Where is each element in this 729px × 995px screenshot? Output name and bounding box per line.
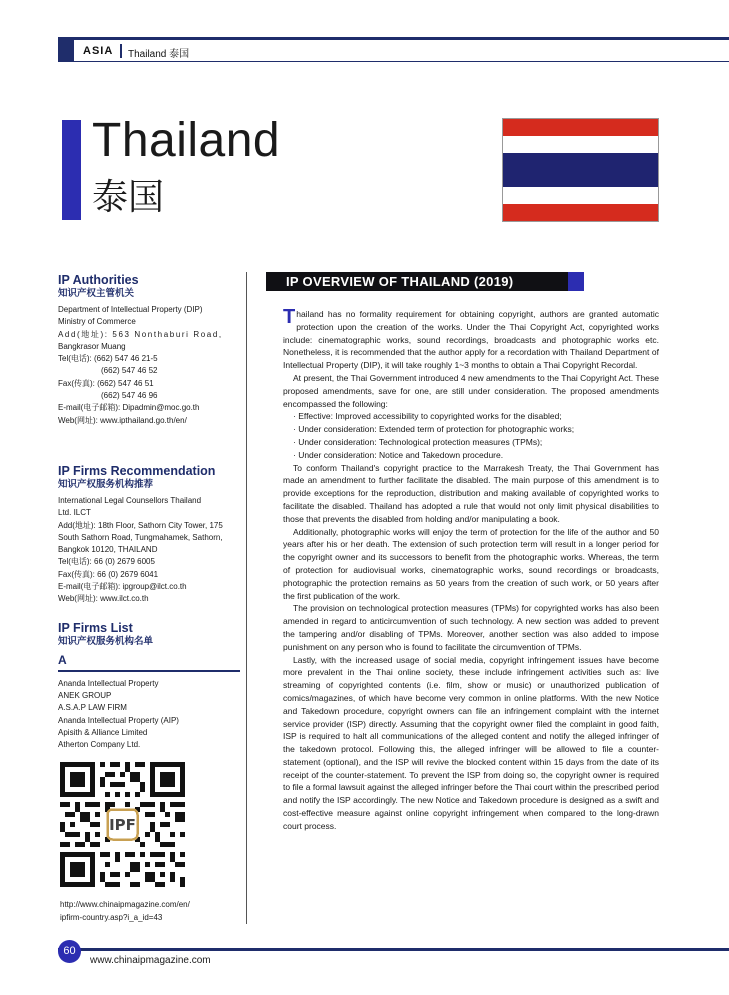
list-item: Apisith & Alliance Limited bbox=[58, 727, 148, 737]
firm-line: Add(地址): 18th Floor, Sathorn City Tower, 175 bbox=[58, 520, 223, 530]
list-item: Ananda Intellectual Property bbox=[58, 678, 159, 688]
flag-stripe-lower-white bbox=[503, 187, 658, 204]
amendment-item: · Under consideration: Notice and Takedown procedure. bbox=[293, 449, 504, 460]
ip-authorities-details bbox=[58, 304, 240, 427]
qr-url[interactable] bbox=[60, 898, 242, 924]
article-paragraph: At present, the Thai Government introduced 4 new amendments to the Thai Copyright Act. These proposed amendments, save for one, are still under consideration. The proposed amendments encompassed the following: bbox=[283, 372, 659, 409]
authority-line: Department of Intellectual Property (DIP) bbox=[58, 305, 203, 314]
authority-line: Ministry of Commerce bbox=[58, 317, 136, 327]
flag-stripe-top bbox=[503, 119, 658, 136]
ip-firms-recommendation-heading-zh: 知识产权服务机构推荐 bbox=[58, 478, 154, 490]
firms-list-letter: A bbox=[58, 652, 67, 667]
article-paragraph: Thailand has no formality requirement for obtaining copyright, authors are granted automatic protection upon the creation of the works. Under the Thai Copyright Act, copyrighted works include: cinematographic works, sound recordings, broadcasts and photographic works etc. Nonetheless, it is recommended that the author apply for a recordation with Thailand Department of Intellectual Property (DIP), it will take roughly 1~3 months to obtain a Thai Copyright Recordal. bbox=[283, 306, 659, 371]
firm-email[interactable]: E-mail(电子邮箱): ipgroup@ilct.co.th bbox=[58, 582, 187, 592]
authority-website[interactable]: Web(网址): www.ipthailand.go.th/en/ bbox=[58, 415, 187, 425]
header-region: ASIA bbox=[83, 45, 114, 57]
firm-line: South Sathorn Road, Tungmahamek, Sathorn, bbox=[58, 532, 223, 542]
article-paragraph: The provision on technological protection measures (TPMs) for copyrighted works has also been amended in regard to anticircumvention of such technology. A new section was added to prevent the tampering and/or disabling of TPMs. Moreover, another section was also added to impose punishment on any person who is found to facilitate the circumvention of TPMs. bbox=[283, 603, 659, 652]
authority-line: Bangkrasor Muang bbox=[58, 341, 126, 351]
amendment-item: · Effective: Improved accessibility to copyrighted works for the disabled; bbox=[293, 411, 562, 422]
overview-heading: IP OVERVIEW OF THAILAND (2019) bbox=[286, 274, 514, 289]
article-paragraph: Additionally, photographic works will enjoy the term of protection for the life of the author and 50 years after his or her death. The extension of such protection term will result in a longer period for the copyright owner and its successors to benefit from the photographic works. Whereas, the term of protection for audiovisual works, cinematographic works, sound recordings or broadcasts, photographic the protection remains as 50 years from the creation of such work, or 50 years after the first publication of the work. bbox=[283, 526, 659, 601]
header-separator bbox=[120, 44, 122, 58]
thailand-flag bbox=[502, 118, 659, 222]
authority-line: (662) 547 46 52 bbox=[101, 366, 158, 376]
list-item: ANEK GROUP bbox=[58, 690, 112, 700]
flag-stripe-upper-white bbox=[503, 136, 658, 153]
qr-url-line: ipfirm-country.asp?i_a_id=43 bbox=[60, 913, 163, 922]
qr-url-line: http://www.chinaipmagazine.com/en/ bbox=[60, 900, 190, 909]
footer-rule bbox=[58, 948, 729, 951]
left-column bbox=[58, 272, 240, 751]
ip-firms-list-heading: IP Firms List bbox=[58, 620, 133, 635]
page-header bbox=[58, 37, 729, 64]
firms-list bbox=[58, 678, 240, 752]
firm-line: Tel(电话): 66 (0) 2679 6005 bbox=[58, 557, 155, 567]
authority-line: (662) 547 46 96 bbox=[101, 391, 158, 401]
overview-heading-accent bbox=[568, 272, 584, 291]
ip-firms-list-heading-zh: 知识产权服务机构名单 bbox=[58, 635, 154, 647]
authority-line: Fax(传真): (662) 547 46 51 bbox=[58, 378, 154, 388]
list-item: Ananda Intellectual Property (AIP) bbox=[58, 715, 179, 725]
qr-code[interactable] bbox=[60, 762, 185, 887]
header-breadcrumb: Thailand 泰国 bbox=[128, 49, 190, 60]
amendment-item: · Under consideration: Technological protection measures (TPMs); bbox=[293, 436, 543, 447]
page-title: Thailand bbox=[92, 114, 281, 167]
article-paragraph: To conform Thailand's copyright practice to the Marrakesh Treaty, the Thai Government has made an amendment to further facilitate the disabled. The main purpose of this amendment is to provide exceptions for the reproduction, distribution and making available of copyrighted works to facilitate the disabled. Thailand has adopted a rule that would not only limit physical disabilities to those that prevents the disabled from holding and/or manipulating a book. bbox=[283, 462, 659, 524]
column-divider bbox=[246, 272, 247, 924]
authority-line: Tel(电话): (662) 547 46 21-5 bbox=[58, 354, 158, 364]
flag-stripe-center bbox=[503, 153, 658, 187]
ip-authorities-heading-zh: 知识产权主管机关 bbox=[58, 288, 135, 299]
article-paragraph: Lastly, with the increased usage of social media, copyright infringement issues have become more prevalent in the Thai online society, these include infringement activities such as: live streaming of copyrighted contents (i.e. film, show or music) or unauthorized publication of comics/magazines, of which have become very common in online platforms. With the new Notice and Takedown procedure, copyright owners can file an infringement complaint with the internet service provider (ISP) directly. Assuming that the copyright owner filed the complaint in good faith, ISP is required to halt all communications of the alleged content and notify the alleged infringer of the takedown protocol. Following this, the alleged infringer will be allowed to file a counter-statement (optional), and the ISP will revive the blocked content within 15 days from the date of its receipt of the counter-statement. To prevent the ISP from doing so, the copyright owner is required to file a formal lawsuit against the alleged infringer before the Thai court within the prescribed period and notify the ISP accordingly. The new Notice and Takedown procedure is designed as a swift and cost-effective measure against online copyright infringement when compared to the long-drawn court process. bbox=[283, 654, 659, 831]
list-item: Atherton Company Ltd. bbox=[58, 740, 141, 750]
firm-line: Fax(传真): 66 (0) 2679 6041 bbox=[58, 569, 159, 579]
firm-line: Bangkok 10120, THAILAND bbox=[58, 545, 158, 555]
authority-line: Add(地址): 563 Nonthaburi Road, bbox=[58, 329, 223, 339]
firms-list-rule bbox=[58, 670, 240, 672]
firm-website[interactable]: Web(网址): www.ilct.co.th bbox=[58, 594, 149, 604]
ip-firms-recommendation-heading: IP Firms Recommendation bbox=[58, 463, 216, 478]
firm-line: Ltd. ILCT bbox=[58, 508, 91, 518]
svg-text:IPF: IPF bbox=[109, 816, 136, 834]
ip-firms-recommendation-details bbox=[58, 495, 240, 606]
ip-authorities-heading: IP Authorities bbox=[58, 273, 139, 287]
article-body bbox=[283, 308, 659, 833]
header-accent bbox=[58, 40, 74, 61]
overview-heading-bar bbox=[266, 272, 586, 291]
page-title-chinese: 泰国 bbox=[92, 177, 165, 218]
header-rule bbox=[58, 61, 729, 62]
page-number: 60 bbox=[58, 940, 81, 963]
authority-email[interactable]: E-mail(电子邮箱): Dipadmin@moc.go.th bbox=[58, 403, 200, 413]
list-item: A.S.A.P LAW FIRM bbox=[58, 703, 127, 713]
flag-stripe-bottom bbox=[503, 204, 658, 221]
title-accent-bar bbox=[62, 120, 81, 220]
firm-line: International Legal Counsellors Thailand bbox=[58, 495, 202, 505]
footer-website[interactable]: www.chinaipmagazine.com bbox=[90, 955, 211, 966]
amendment-item: · Under consideration: Extended term of protection for photographic works; bbox=[293, 424, 575, 435]
